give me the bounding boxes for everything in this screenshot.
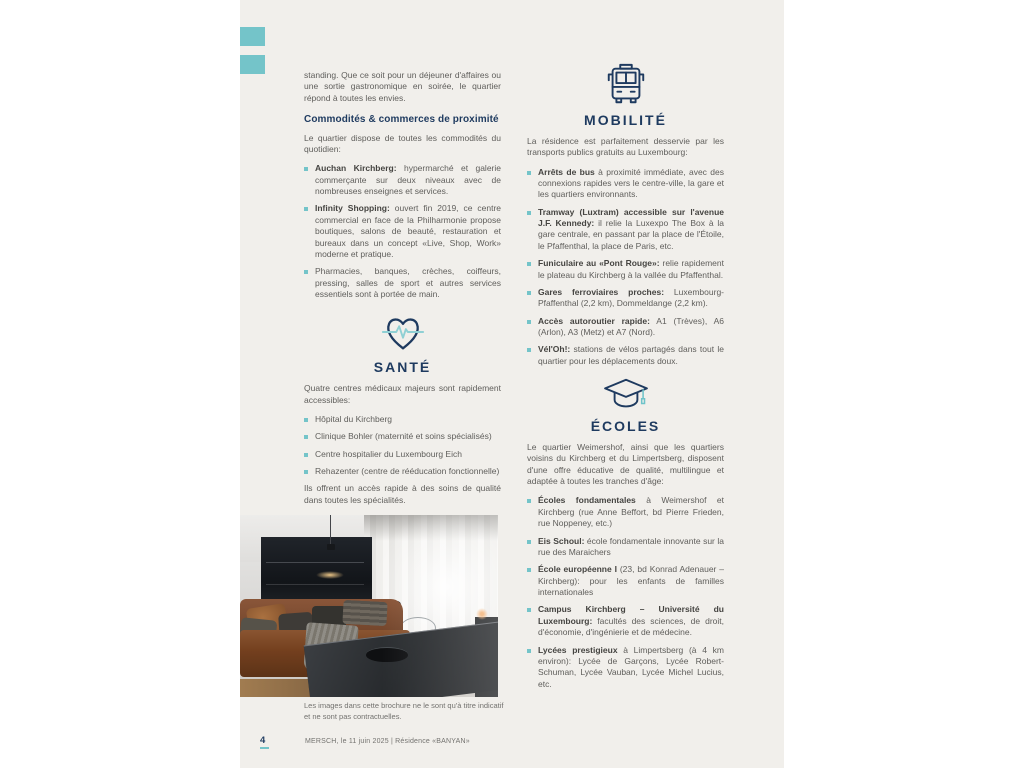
list-item xyxy=(304,203,501,260)
sante-section-header xyxy=(304,309,501,377)
bullet-bold: Infinity Shopping: xyxy=(315,203,390,214)
list-item xyxy=(527,495,724,529)
bullet-text: relie rapidement le plateau du Kirchberg à la vallée du Pfaffenthal. xyxy=(538,258,724,280)
sante-list xyxy=(304,414,501,478)
graduation-cap-icon xyxy=(601,376,651,414)
mobilite-list xyxy=(527,167,724,368)
bullet-bold: Accès autoroutier rapide: xyxy=(538,315,650,326)
bullet-text: Rehazenter (centre de rééducation fonctionnelle) xyxy=(315,466,500,477)
brochure-page xyxy=(240,0,784,768)
commodites-heading: Commodités & commerces de proximité xyxy=(304,114,499,126)
bullet-bold: Auchan Kirchberg: xyxy=(315,163,397,174)
bullet-bold: Gares ferroviaires proches: xyxy=(538,286,665,297)
bullet-bold: École européenne I xyxy=(538,564,617,575)
list-item xyxy=(527,316,724,339)
list-item xyxy=(527,287,724,310)
bullet-bold: Eis Schoul: xyxy=(538,535,585,546)
sante-lead: Quatre centres médicaux majeurs sont rapidement accessibles: xyxy=(304,383,501,405)
heart-pulse-icon xyxy=(380,309,426,355)
list-item xyxy=(527,344,724,367)
mobilite-lead: La résidence est parfaitement desservie par les transports publics gratuits au Luxembourg: xyxy=(527,135,724,158)
bullet-text: stations de vélos partagés dans tout le quartier pour les déplacements doux. xyxy=(538,344,724,366)
bullet-bold: Arrêts de bus xyxy=(538,166,595,177)
bullet-text: Hôpital du Kirchberg xyxy=(315,413,393,424)
bullet-text: école fondamentale innovante sur la rue des Maraichers xyxy=(538,535,724,557)
list-item xyxy=(527,645,724,691)
commodites-lead: Le quartier dispose de toutes les commodités du quotidien: xyxy=(304,132,501,154)
list-item xyxy=(527,564,724,598)
list-item xyxy=(527,604,724,638)
list-item xyxy=(527,536,724,559)
commodites-list xyxy=(304,163,501,300)
bullet-text: Luxembourg-Pfaffenthal (2,2 km), Dommeldange (2,2 km). xyxy=(538,286,724,309)
bullet-text: Clinique Bohler (maternité et soins spécialisés) xyxy=(315,431,492,442)
bullet-text: facultés des sciences, de droit, d'économie, d'ingénierie et de médecine. xyxy=(538,615,724,638)
bullet-bold: Funiculaire au «Pont Rouge»: xyxy=(538,258,660,269)
list-item xyxy=(527,207,724,253)
footer-text: MERSCH, le 11 juin 2025 | Résidence «BANYAN» xyxy=(305,738,470,745)
list-item xyxy=(304,466,501,477)
list-item xyxy=(304,266,501,300)
list-item xyxy=(304,449,501,460)
intro-paragraph: standing. Que ce soit pour un déjeuner d'affaires ou une sortie gastronomique en soirée, le quartier répond à toutes les envies. xyxy=(304,70,501,103)
bullet-bold: Vél'Oh!: xyxy=(538,344,571,355)
list-item xyxy=(304,163,501,197)
bullet-text: il relie la Luxexpo The Box à la gare centrale, en passant par la place de l'Étoile, le Pfaffenthal, la place de Paris, etc. xyxy=(538,218,724,251)
bullet-text: à Weimershof et Kirchberg (rue Anne Beffort, bd Pierre Frieden, rue Noppeney, etc.) xyxy=(538,495,724,529)
bullet-text: (23, bd Konrad Adenauer – Kirchberg): pour les enfants de familles internationales xyxy=(538,564,724,597)
mobilite-title: MOBILITÉ xyxy=(584,112,667,128)
photo-caption: Les images dans cette brochure ne le sont qu'à titre indicatif et ne sont pas contractuelles. xyxy=(304,701,504,721)
bullet-text: à Limpertsberg (à 4 km environ): Lycée de Garçons, Lycée Robert-Schuman, Lycée Vauban, Lycée Michel Lucius, etc. xyxy=(538,644,724,689)
bullet-bold: Écoles fondamentales xyxy=(538,495,636,506)
ecoles-list xyxy=(527,495,724,690)
list-item xyxy=(304,431,501,442)
bullet-text: hypermarché et galerie commerçante sur deux niveaux avec de nombreuses enseignes et services. xyxy=(315,163,501,197)
ecoles-section-header xyxy=(527,376,724,436)
sante-title: SANTÉ xyxy=(373,359,432,376)
bullet-text: Pharmacies, banques, crèches, coiffeurs, pressing, salles de sport et autres services essentiels sont à portée de main. xyxy=(315,266,501,300)
bullet-text: Centre hospitalier du Luxembourg Eich xyxy=(315,448,462,459)
list-item xyxy=(304,414,501,425)
interior-photo xyxy=(240,515,498,697)
bullet-bold: Tramway (Luxtram) accessible sur l'avenue J.F. Kennedy: xyxy=(538,206,724,228)
deco-square-top xyxy=(240,27,265,46)
bullet-text: ouvert fin 2019, ce centre commercial en face de la Philharmonie propose boutiques, salons de beauté, restauration et bureaux dans un concept «Live, Shop, Work» moderne et pratique. xyxy=(315,203,502,259)
ecoles-title: ÉCOLES xyxy=(590,418,661,435)
sante-outro: Ils offrent un accès rapide à des soins de qualité dans toutes les spécialités. xyxy=(304,483,501,505)
bullet-bold: Campus Kirchberg – Université du Luxembourg: xyxy=(538,604,724,626)
ecoles-lead: Le quartier Weimershof, ainsi que les quartiers voisins du Kirchberg et du Limpertsberg, disposent d'une offre éducative de qualité, multilingue et adaptée à toutes les tranches d'âge: xyxy=(527,441,724,486)
deco-square-bottom xyxy=(240,55,265,74)
bus-icon xyxy=(603,62,649,108)
left-column xyxy=(304,70,501,514)
page-number: 4 xyxy=(260,735,266,746)
mobilite-section-header xyxy=(527,62,724,130)
right-column xyxy=(527,62,724,696)
bullet-bold: Lycées prestigieux xyxy=(538,644,618,655)
bullet-text: à proximité immédiate, avec des connexions rapides vers le centre-ville, la gare et les quartiers environnants. xyxy=(538,166,724,200)
bullet-text: A1 (Trèves), A6 (Arlon), A3 (Metz) et A7 (Nord). xyxy=(538,315,724,337)
list-item xyxy=(527,167,724,201)
list-item xyxy=(527,258,724,281)
